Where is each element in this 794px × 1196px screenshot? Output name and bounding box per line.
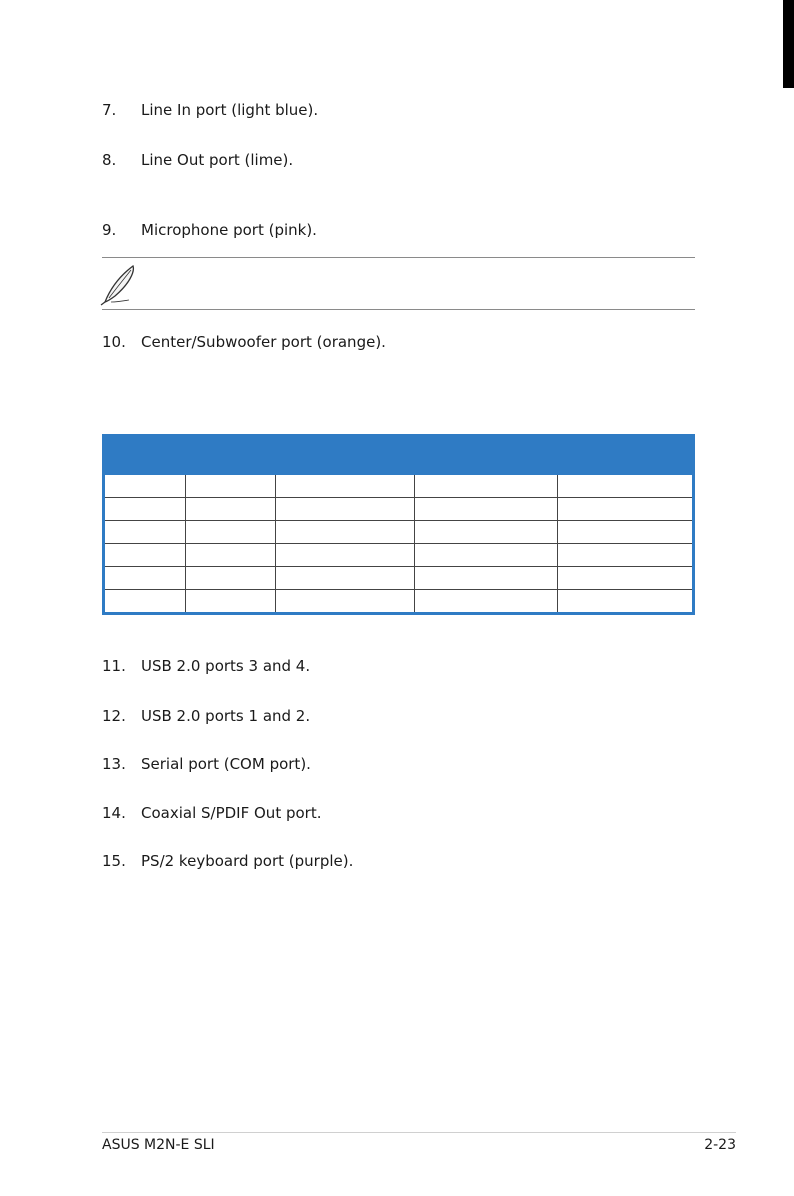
- table-cell: [275, 498, 414, 521]
- table-header-cell: [414, 436, 557, 476]
- table-cell: [185, 590, 275, 614]
- table-cell: [104, 521, 186, 544]
- table-cell: [414, 475, 557, 498]
- item-number: 9.: [102, 221, 117, 239]
- table-row: [104, 475, 694, 498]
- item-text: USB 2.0 ports 3 and 4.: [141, 657, 311, 675]
- footer-divider: [102, 1132, 736, 1133]
- footer-product-name: ASUS M2N-E SLI: [102, 1137, 215, 1153]
- item-text: Microphone port (pink).: [141, 221, 317, 239]
- item-number: 8.: [102, 151, 117, 169]
- list-item-serial: [102, 754, 311, 774]
- table-row: [104, 498, 694, 521]
- table-cell: [104, 590, 186, 614]
- table-cell: [557, 544, 694, 567]
- table-cell: [557, 475, 694, 498]
- table-header-cell: [557, 436, 694, 476]
- table-header-cell: [104, 436, 186, 476]
- table-header-row: [104, 436, 694, 476]
- table-cell: [557, 521, 694, 544]
- table-cell: [414, 567, 557, 590]
- table-row: [104, 544, 694, 567]
- table-row: [104, 567, 694, 590]
- table-cell: [275, 521, 414, 544]
- list-item-line-out: [102, 150, 293, 170]
- table-cell: [185, 544, 275, 567]
- table-cell: [414, 590, 557, 614]
- item-text: Center/Subwoofer port (orange).: [141, 333, 386, 351]
- table-header-cell: [185, 436, 275, 476]
- audio-config-table: [102, 434, 695, 615]
- table-cell: [557, 498, 694, 521]
- table-cell: [275, 590, 414, 614]
- table-cell: [104, 544, 186, 567]
- table-cell: [557, 590, 694, 614]
- chapter-side-tab: [783, 0, 794, 88]
- item-number: 11.: [102, 657, 126, 675]
- footer-page-number: 2-23: [704, 1137, 736, 1153]
- table-cell: [275, 544, 414, 567]
- list-item-usb-1-2: [102, 706, 310, 726]
- item-number: 15.: [102, 852, 126, 870]
- table-cell: [185, 521, 275, 544]
- table-cell: [104, 567, 186, 590]
- list-item-microphone: [102, 220, 317, 240]
- table-cell: [414, 544, 557, 567]
- item-text: Line Out port (lime).: [141, 151, 294, 169]
- table-cell: [185, 498, 275, 521]
- item-number: 14.: [102, 804, 126, 822]
- list-item-spdif: [102, 803, 321, 823]
- table-header-cell: [275, 436, 414, 476]
- table-cell: [104, 475, 186, 498]
- item-text: Serial port (COM port).: [141, 755, 311, 773]
- table-cell: [275, 567, 414, 590]
- table-cell: [557, 567, 694, 590]
- item-text: PS/2 keyboard port (purple).: [141, 852, 354, 870]
- table-cell: [185, 475, 275, 498]
- item-text: USB 2.0 ports 1 and 2.: [141, 707, 311, 725]
- list-item-line-in: [102, 100, 318, 120]
- table-cell: [414, 521, 557, 544]
- item-text: Coaxial S/PDIF Out port.: [141, 804, 322, 822]
- item-number: 12.: [102, 707, 126, 725]
- item-number: 10.: [102, 333, 126, 351]
- note-box: [102, 257, 695, 310]
- list-item-center-subwoofer: [102, 332, 386, 352]
- pen-note-icon: [99, 262, 139, 310]
- table-cell: [104, 498, 186, 521]
- item-text: Line In port (light blue).: [141, 101, 319, 119]
- table-row: [104, 590, 694, 614]
- list-item-usb-3-4: [102, 656, 310, 676]
- table-cell: [275, 475, 414, 498]
- table-row: [104, 521, 694, 544]
- item-number: 13.: [102, 755, 126, 773]
- list-item-ps2-keyboard: [102, 851, 353, 871]
- table-cell: [185, 567, 275, 590]
- table-cell: [414, 498, 557, 521]
- item-number: 7.: [102, 101, 117, 119]
